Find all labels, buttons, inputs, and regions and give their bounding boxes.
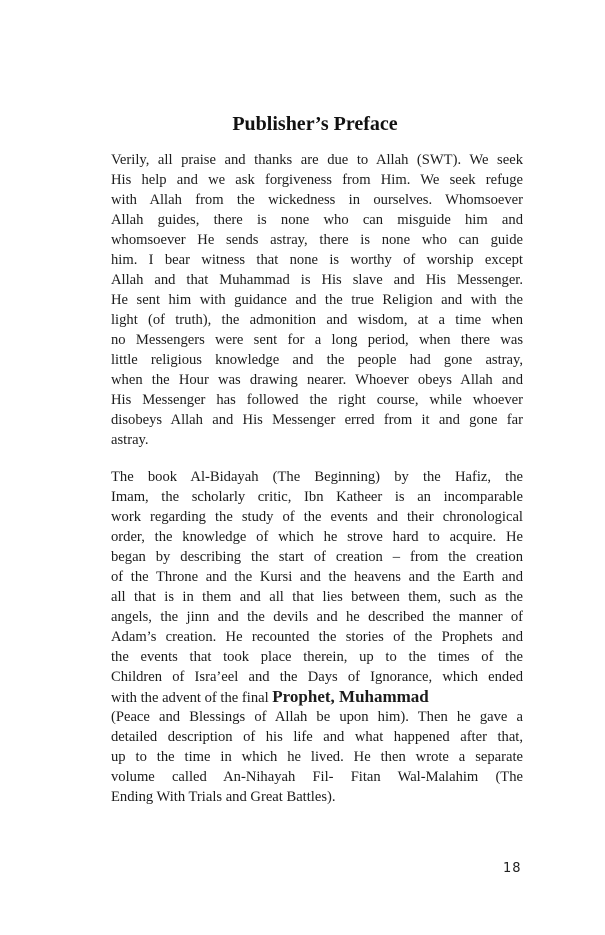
text-line: His Messenger has followed the right course, while whoever bbox=[111, 392, 523, 408]
text-line: began by describing the start of creation – from the creation bbox=[111, 549, 523, 565]
text-line: the events that took place therein, up to the times of the bbox=[111, 649, 523, 665]
text-line: detailed description of his life and what happened after that, bbox=[111, 729, 523, 745]
text-line: He sent him with guidance and the true Religion and with the bbox=[111, 292, 523, 308]
text-line: Children of Isra’eel and the Days of Ignorance, which ended bbox=[111, 669, 523, 685]
text-line: Adam’s creation. He recounted the stories of the Prophets and bbox=[111, 629, 523, 645]
page-number: 18 bbox=[503, 861, 522, 876]
text-line: up to the time in which he lived. He then wrote a separate bbox=[111, 749, 523, 765]
text-line: Ending With Trials and Great Battles). bbox=[111, 789, 336, 805]
text-line: with the advent of the final Prophet, Muhammad bbox=[111, 687, 429, 706]
text-line: Imam, the scholarly critic, Ibn Katheer is an incomparable bbox=[111, 489, 523, 505]
text-line: disobeys Allah and His Messenger erred from it and gone far bbox=[111, 412, 523, 428]
text-line: Allah guides, there is none who can misguide him and bbox=[111, 212, 523, 228]
text-line: when the Hour was drawing nearer. Whoever obeys Allah and bbox=[111, 372, 523, 388]
text-line: him. I bear witness that none is worthy of worship except bbox=[111, 252, 523, 268]
text-line: work regarding the study of the events and their chronological bbox=[111, 509, 523, 525]
text-line: volume called An-Nihayah Fil- Fitan Wal-Malahim (The bbox=[111, 769, 523, 785]
text-line: Verily, all praise and thanks are due to Allah (SWT). We seek bbox=[111, 152, 523, 168]
text-line: His help and we ask forgiveness from Him. We seek refuge bbox=[111, 172, 523, 188]
paragraph-2 bbox=[111, 467, 523, 807]
text-line: The book Al-Bidayah (The Beginning) by the Hafiz, the bbox=[111, 469, 523, 485]
text-line: with Allah from the wickedness in ourselves. Whomsoever bbox=[111, 192, 523, 208]
text-line: (Peace and Blessings of Allah be upon him). Then he gave a bbox=[111, 709, 523, 725]
text-line: no Messengers were sent for a long period, when there was bbox=[111, 332, 523, 348]
text-line: order, the knowledge of which he strove hard to acquire. He bbox=[111, 529, 523, 545]
text-line: little religious knowledge and the people had gone astray, bbox=[111, 352, 523, 368]
emphasized-text: Prophet, Muhammad bbox=[272, 687, 429, 706]
text-line: Allah and that Muhammad is His slave and His Messenger. bbox=[111, 272, 523, 288]
text-line: of the Throne and the Kursi and the heavens and the Earth and bbox=[111, 569, 523, 585]
paragraph-1 bbox=[111, 150, 523, 450]
text-line: astray. bbox=[111, 432, 149, 448]
text-line: whomsoever He sends astray, there is none who can guide bbox=[111, 232, 523, 248]
text-line: all that is in them and all that lies between them, such as the bbox=[111, 589, 523, 605]
text-line: angels, the jinn and the devils and he described the manner of bbox=[111, 609, 523, 625]
page-title: Publisher’s Preface bbox=[232, 113, 398, 135]
text-line: light (of truth), the admonition and wisdom, at a time when bbox=[111, 312, 523, 328]
